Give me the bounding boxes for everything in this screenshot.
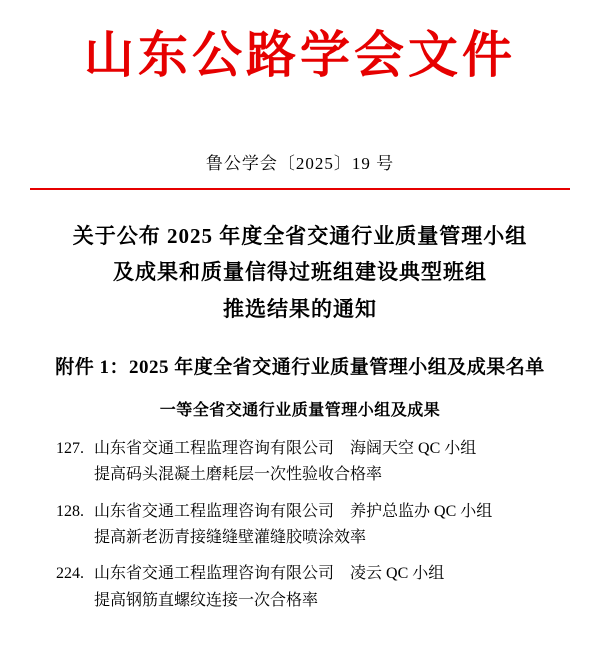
entry-body — [94, 561, 570, 614]
entry-body — [94, 436, 570, 489]
document-main-title — [30, 218, 570, 328]
section-title: 一等全省交通行业质量管理小组及成果 — [159, 401, 441, 419]
attachment-title: 附件 1：2025 年度全省交通行业质量管理小组及成果名单 — [55, 356, 545, 378]
entry-group: 养护总监办 QC 小组 — [350, 502, 493, 520]
entry-organization: 山东省交通工程监理咨询有限公司 — [94, 502, 335, 520]
entry-organization: 山东省交通工程监理咨询有限公司 — [94, 439, 335, 457]
list-item — [38, 499, 570, 552]
entry-line-primary — [94, 561, 570, 587]
entry-organization: 山东省交通工程监理咨询有限公司 — [94, 565, 335, 583]
entry-number: 224. — [56, 565, 84, 583]
list-item — [38, 436, 570, 489]
entry-number: 127. — [56, 439, 84, 457]
document-page — [0, 24, 600, 646]
entry-line-primary — [94, 499, 570, 525]
entry-achievement: 提高新老沥青接缝缝壁灌缝胶喷涂效率 — [94, 528, 367, 546]
entry-number: 128. — [56, 502, 84, 520]
red-divider-rule — [30, 188, 570, 190]
entry-line-primary — [94, 436, 570, 462]
list-item — [38, 561, 570, 614]
entry-group: 海阔天空 QC 小组 — [350, 439, 477, 457]
main-title-line-2: 及成果和质量信得过班组建设典型班组 — [113, 260, 487, 285]
entry-group: 凌云 QC 小组 — [350, 565, 445, 583]
entry-achievement: 提高码头混凝土磨耗层一次性验收合格率 — [94, 466, 383, 484]
entry-list — [30, 436, 570, 614]
document-header-title: 山东公路学会文件 — [84, 27, 516, 83]
entry-achievement: 提高钢筋直螺纹连接一次合格率 — [94, 591, 319, 609]
document-number: 鲁公学会〔2025〕19 号 — [205, 153, 395, 173]
main-title-line-1: 关于公布 2025 年度全省交通行业质量管理小组 — [72, 223, 528, 248]
entry-body — [94, 499, 570, 552]
main-title-line-3: 推选结果的通知 — [223, 297, 377, 321]
